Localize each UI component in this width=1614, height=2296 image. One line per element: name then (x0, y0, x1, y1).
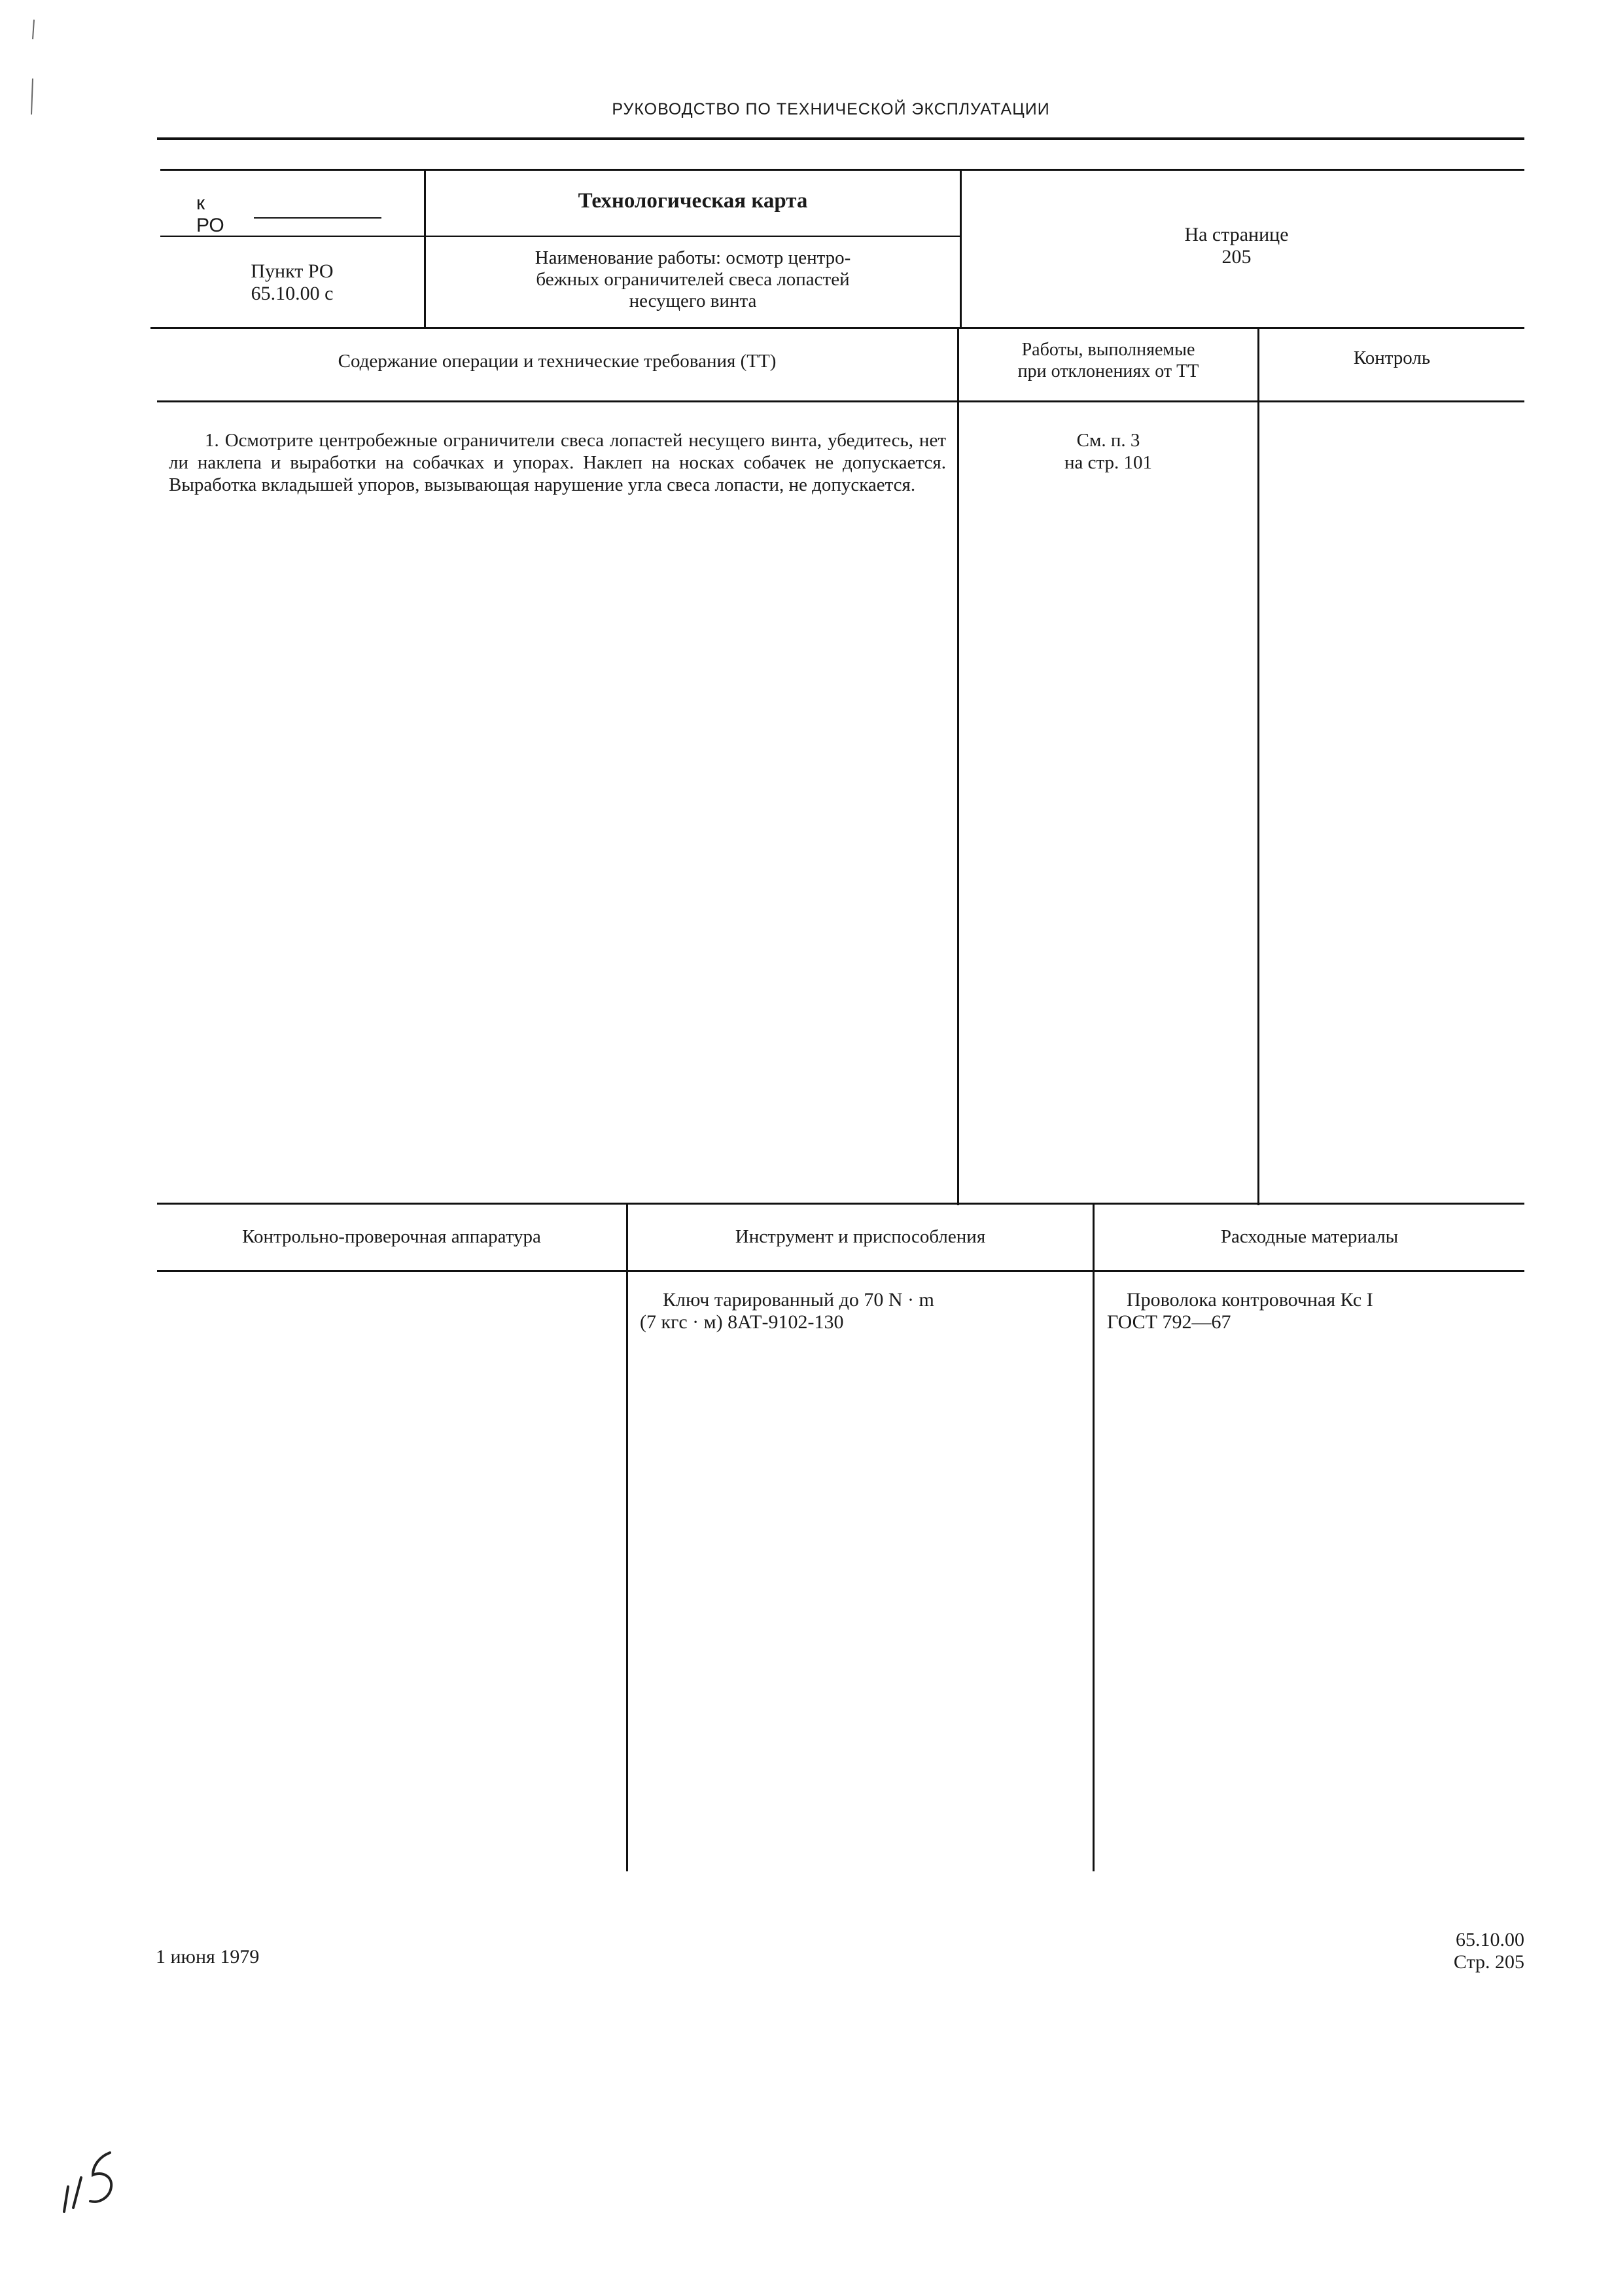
col-header-equipment: Контрольно-проверочная аппаратура (242, 1226, 541, 1247)
handwritten-page-number (59, 2140, 144, 2231)
scan-artifact-mark (26, 13, 46, 118)
footer-page: Стр. 205 (1453, 1951, 1524, 1973)
on-page-label: На странице (1184, 224, 1289, 245)
col-header-content: Содержание операции и технические требования (ТТ) (338, 351, 777, 372)
col-header-tools: Инструмент и приспособления (735, 1226, 986, 1247)
ref-blank-line (254, 217, 381, 219)
col-header-deviation: Работы, выполняемые при отклонениях от ТТ (1017, 340, 1199, 381)
operation-1-text: 1. Осмотрите центробежные ограничители свеса лопастей несущего винта, убедитесь, нет ли наклепа и выработки на собачках и упорах. Наклеп на носках собачек не допускается. Выработка вкладышей упоров, вызывающая нарушение угла свеса лопасти, не допускается. (169, 430, 946, 495)
point-label: Пункт РО (251, 260, 334, 282)
point-code: 65.10.00 с (251, 283, 334, 304)
on-page-number: 205 (1221, 246, 1252, 268)
footer-section: 65.10.00 (1456, 1929, 1524, 1951)
operation-1-deviation: См. п. 3 на стр. 101 (1064, 430, 1153, 473)
running-header: РУКОВОДСТВО ПО ТЕХНИЧЕСКОЙ ЭКСПЛУАТАЦИИ (612, 100, 1050, 118)
tools-text: Ключ тарированный до 70 N · m (7 кгс · м) 8АТ-9102-130 (640, 1289, 934, 1333)
col-header-materials: Расходные материалы (1220, 1226, 1399, 1247)
footer-date: 1 июня 1979 (156, 1946, 260, 1968)
col-header-control: Контроль (1353, 347, 1431, 368)
materials-text: Проволока контровочная Кс I ГОСТ 792—67 (1107, 1289, 1373, 1333)
work-name: Наименование работы: осмотр центро- бежных ограничителей свеса лопастей несущего винта (535, 247, 851, 311)
header-rule (157, 137, 1524, 140)
card-title: Технологическая карта (578, 189, 808, 213)
ref-label: к РО (196, 192, 224, 236)
